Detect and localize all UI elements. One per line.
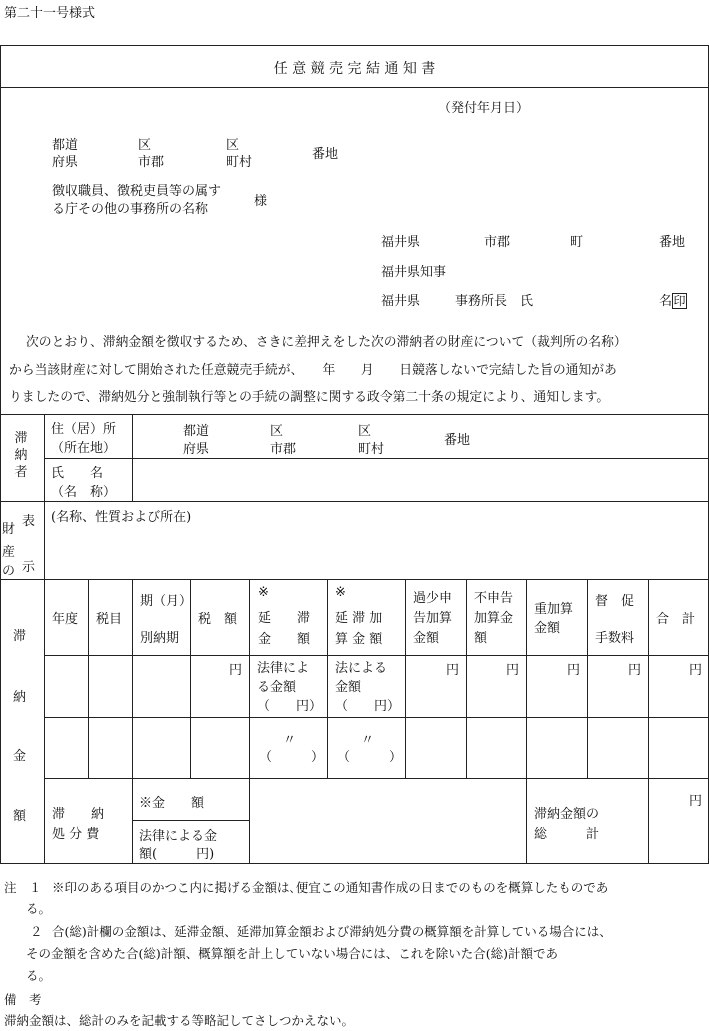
addressee-pref: 都道 [52,138,79,153]
divider [0,501,709,502]
property-label-3: 産 [2,545,16,560]
late-surcharge-legal-2: 金額 [335,680,362,695]
divider [0,414,709,415]
divider [44,579,45,864]
header-reminder-fee-2: 手数料 [595,631,635,646]
header-underreport-3: 金額 [413,631,440,646]
sender-office-head: 事務所長 氏 [455,294,534,309]
header-nonfiling: 不申告 [474,591,514,606]
divider [0,579,709,580]
header-late-fee-3: 金 額 [258,632,311,647]
grand-total-label-2: 総 計 [534,827,600,842]
disposition-fee-label: 滞 納 [52,807,105,822]
note-1: ※印のある項目のかつこ内に掲げる金額は､便宜この通知書作成の日までのものを概算したものであ [52,880,609,895]
divider [526,579,527,864]
property-label-2: 表 [22,514,36,529]
property-label-4: 示 [22,560,36,575]
divider [88,579,89,778]
divider [44,458,709,459]
yen-unit: 円 [446,663,460,678]
name-label: 氏 名 [51,466,104,481]
address-label: 住（居）所 [51,422,117,437]
divider [44,778,709,779]
body-line-1: 次のとおり、滞納金額を徴収するため、さきに差押えをした次の滞納者の財産について（裁判所の名称） [26,335,627,350]
addressee-pref-suffix: 府県 [52,155,79,170]
header-total: 合 計 [656,612,696,627]
amounts-section-label: 滞 [13,629,27,644]
amounts-section-label-3: 金 [13,749,27,764]
header-tax-amount: 税 額 [198,612,238,627]
body-line-3: りましたので、滞納処分と強制執行等との手続の調整に関する政令第二十条の規定により、通知します。 [9,390,610,405]
late-fee-legal: 法律によ [257,661,310,676]
delinquent-pref: 都道 [183,424,210,439]
disposition-fee-label-2: 処 分 費 [52,827,100,842]
divider [132,820,249,821]
header-nonfiling-2: 加算金 [474,611,514,626]
property-description: (名称、性質および所在) [51,510,192,525]
divider [0,87,709,88]
name-label-2: （名 称） [51,485,117,500]
yen-unit: 円 [567,663,581,678]
header-nonfiling-3: 額 [474,631,488,646]
addressee-office: 徴収職員、徴税吏員等の属す [52,184,222,199]
ditto-mark: 〃 [283,733,297,748]
late-surcharge-legal-3: （ 円） [335,699,401,714]
header-late-surcharge-3: 算 金 額 [335,632,383,647]
header-late-surcharge: ※ [335,585,346,600]
delinquent-section-label: 滞 納 者 [14,431,28,480]
disposition-fee-amount: ※金 額 [139,796,205,811]
delinquent-town: 町村 [358,442,385,457]
header-due: 期（月） [140,594,193,609]
note-2-continued-2: る。 [26,968,52,983]
divider [405,579,406,778]
divider [648,579,649,864]
late-surcharge-estimate: （ ） [337,750,403,765]
note-2-label: ２ [30,924,43,939]
yen-unit: 円 [229,663,243,678]
form-title: 任 意 競 売 完 結 通 知 書 [273,61,436,77]
divider [327,579,328,778]
sender-pref-2: 福井県 [381,294,421,309]
grand-total-label: 滞納金額の [534,807,600,822]
divider [587,579,588,778]
sender-governor: 福井県知事 [381,265,447,280]
addressee-honorific: 様 [254,194,268,209]
ditto-mark: 〃 [361,733,375,748]
sender-town: 町 [570,235,584,250]
yen-unit: 円 [689,794,703,809]
header-heavy-surcharge-2: 金額 [534,621,561,636]
header-late-surcharge-2: 延 滞 加 [335,611,383,626]
divider [466,579,467,778]
header-year: 年度 [52,612,79,627]
late-fee-legal-2: る金額 [257,680,297,695]
note-2: 合(総)計欄の金額は、延滞金額、延滞加算金額および滞納処分費の概算額を計算している場合には、 [52,924,612,939]
divider [249,579,250,864]
yen-unit: 円 [506,663,520,678]
property-label-5: の [2,564,16,579]
delinquent-ku-2: 区 [358,424,372,439]
addressee-banchi: 番地 [312,147,339,162]
form-number: 第二十一号様式 [4,6,96,21]
sender-gun: 市郡 [484,235,511,250]
seal-icon: 印 [673,294,686,308]
addressee-gun: 市郡 [138,155,165,170]
amounts-section-label-4: 額 [13,809,27,824]
header-late-fee-2: 延 滞 [258,611,311,626]
delinquent-banchi: 番地 [444,433,471,448]
header-heavy-surcharge: 重加算 [534,602,574,617]
sender-banchi: 番地 [659,235,686,250]
address-label-2: （所在地） [51,441,117,456]
late-fee-legal-3: （ 円） [257,699,323,714]
issue-date: （発付年月日） [438,101,530,116]
divider [132,579,133,864]
addressee-ku: 区 [138,138,152,153]
header-underreport: 過少申 [413,591,453,606]
header-underreport-2: 告加算 [413,611,453,626]
divider [44,414,45,579]
body-line-2: から当該財産に対して開始された任意競売手続が、 年 月 日競落しないで完結した旨の通知があ [9,363,617,378]
header-tax-item: 税目 [96,612,123,627]
disposition-fee-legal: 法律による金 [139,829,218,844]
header-reminder-fee: 督 促 [595,594,635,609]
divider [44,717,709,718]
addressee-office-2: る庁その他の事務所の名称 [52,202,209,217]
remarks-heading: 備 考 [4,992,42,1007]
addressee-ku-2: 区 [226,138,240,153]
yen-unit: 円 [689,663,703,678]
remarks-text: 滞納金額は、総計のみを記載する等略記してさしつかえない。 [4,1013,355,1028]
delinquent-gun: 市郡 [270,442,297,457]
property-label: 財 [2,522,16,537]
header-late-fee: ※ [258,585,269,600]
delinquent-pref-suffix: 府県 [183,442,210,457]
note-1-continued: る。 [26,901,52,916]
yen-unit: 円 [628,663,642,678]
late-surcharge-legal: 法による [335,661,388,676]
note-heading: 注 １ [4,880,42,895]
sender-pref: 福井県 [381,235,421,250]
addressee-town: 町村 [226,155,253,170]
amounts-section-label-2: 納 [13,690,27,705]
header-due-2: 別納期 [140,631,180,646]
late-fee-estimate: （ ） [259,750,325,765]
disposition-fee-legal-2: 額( 円) [139,847,215,862]
delinquent-ku: 区 [270,424,284,439]
divider [44,655,709,656]
sender-name: 名印 [659,294,686,309]
divider [132,414,133,501]
note-2-continued: その金額を含めた合(総)計額、概算額を計上していない場合には、これを除いた合(総)計額であ [26,946,559,961]
